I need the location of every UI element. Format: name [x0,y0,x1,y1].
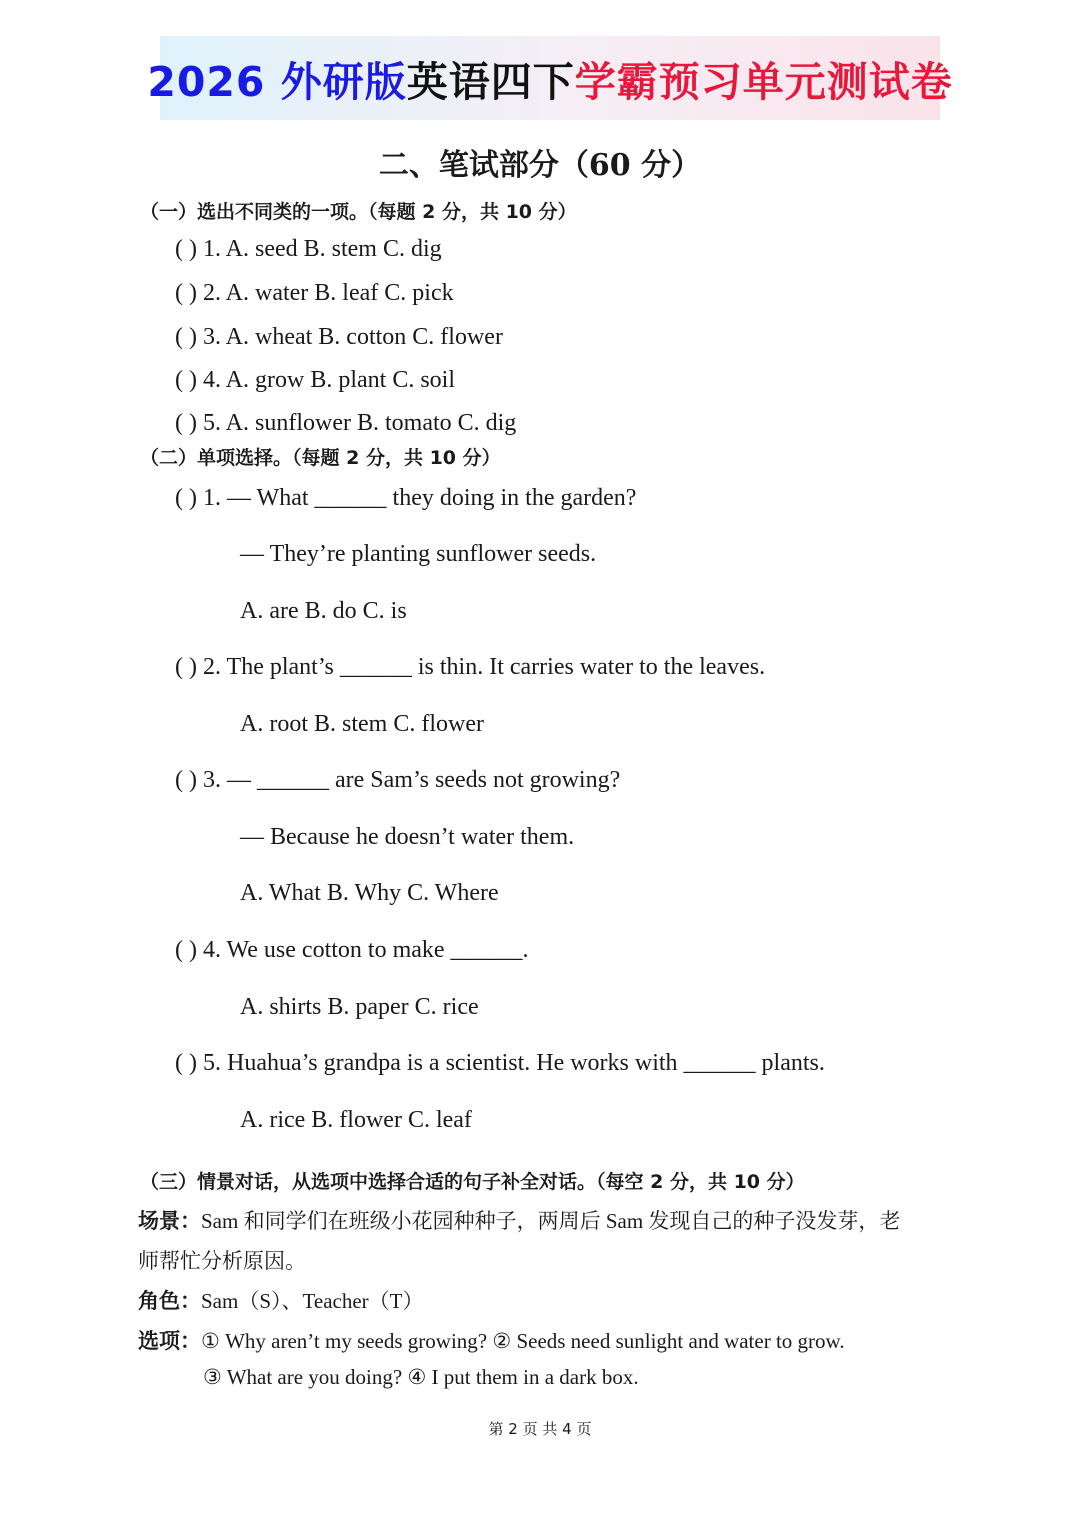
section1-heading: （一）选出不同类的一项。（每题 2 分，共 10 分） [140,201,577,223]
scene-line-2: 师帮忙分析原因。 [138,1249,306,1273]
section2-question-4-options: A. shirts B. paper C. rice [240,994,479,1020]
section2-heading: （二）单项选择。（每题 2 分，共 10 分） [140,447,501,469]
section1-question-5: ( ) 5. A. sunflower B. tomato C. dig [175,410,517,436]
banner-edition: 2026 外研版 [147,57,407,106]
section1-question-2: ( ) 2. A. water B. leaf C. pick [175,280,454,306]
section2-question-2: ( ) 2. The plant’s ______ is thin. It carries water to the leaves. [175,654,766,680]
section2-question-2-options: A. root B. stem C. flower [240,711,484,737]
roles-text: Sam（S）、Teacher（T） [201,1289,424,1313]
section1-question-1: ( ) 1. A. seed B. stem C. dig [175,236,442,262]
section2-question-3: ( ) 3. — ______ are Sam’s seeds not growing? [175,767,621,793]
options-line-1 [138,1325,845,1355]
section2-question-1-options: A. are B. do C. is [240,598,407,624]
banner-subject: 英语四下 [406,57,575,106]
section2-question-3-answer: — Because he doesn’t water them. [240,824,575,850]
section2-question-3-options: A. What B. Why C. Where [240,880,499,906]
section2-question-5-options: A. rice B. flower C. leaf [240,1107,472,1133]
roles-label: 角色： [138,1289,201,1313]
title-banner [147,36,953,120]
section3-heading: （三）情景对话，从选项中选择合适的句子补全对话。（每空 2 分，共 10 分） [140,1171,805,1193]
section2-question-5: ( ) 5. Huahua’s grandpa is a scientist. He works with ______ plants. [175,1050,825,1076]
section1-question-4: ( ) 4. A. grow B. plant C. soil [175,367,455,393]
section2-question-1: ( ) 1. — What ______ they doing in the garden? [175,485,637,511]
scene-text-1: Sam 和同学们在班级小花园种种子，两周后 Sam 发现自己的种子没发芽，老 [201,1209,901,1233]
options-text-1: ① Why aren’t my seeds growing? ② Seeds need sunlight and water to grow. [201,1329,845,1353]
page-footer: 第 2 页 共 4 页 [488,1420,592,1438]
banner-test-name: 学霸预习单元测试卷 [574,57,953,106]
page-title: 二、笔试部分（60 分） [378,148,702,183]
section2-question-4: ( ) 4. We use cotton to make ______. [175,937,529,963]
section2-question-1-answer: — They’re planting sunflower seeds. [240,541,597,567]
banner-title [147,49,952,108]
options-label: 选项： [138,1329,201,1353]
scene-line-1 [138,1205,900,1235]
section1-question-3: ( ) 3. A. wheat B. cotton C. flower [175,324,503,350]
roles-line [138,1285,423,1315]
scene-label: 场景： [138,1209,201,1233]
options-line-2: ③ What are you doing? ④ I put them in a dark box. [203,1365,639,1389]
